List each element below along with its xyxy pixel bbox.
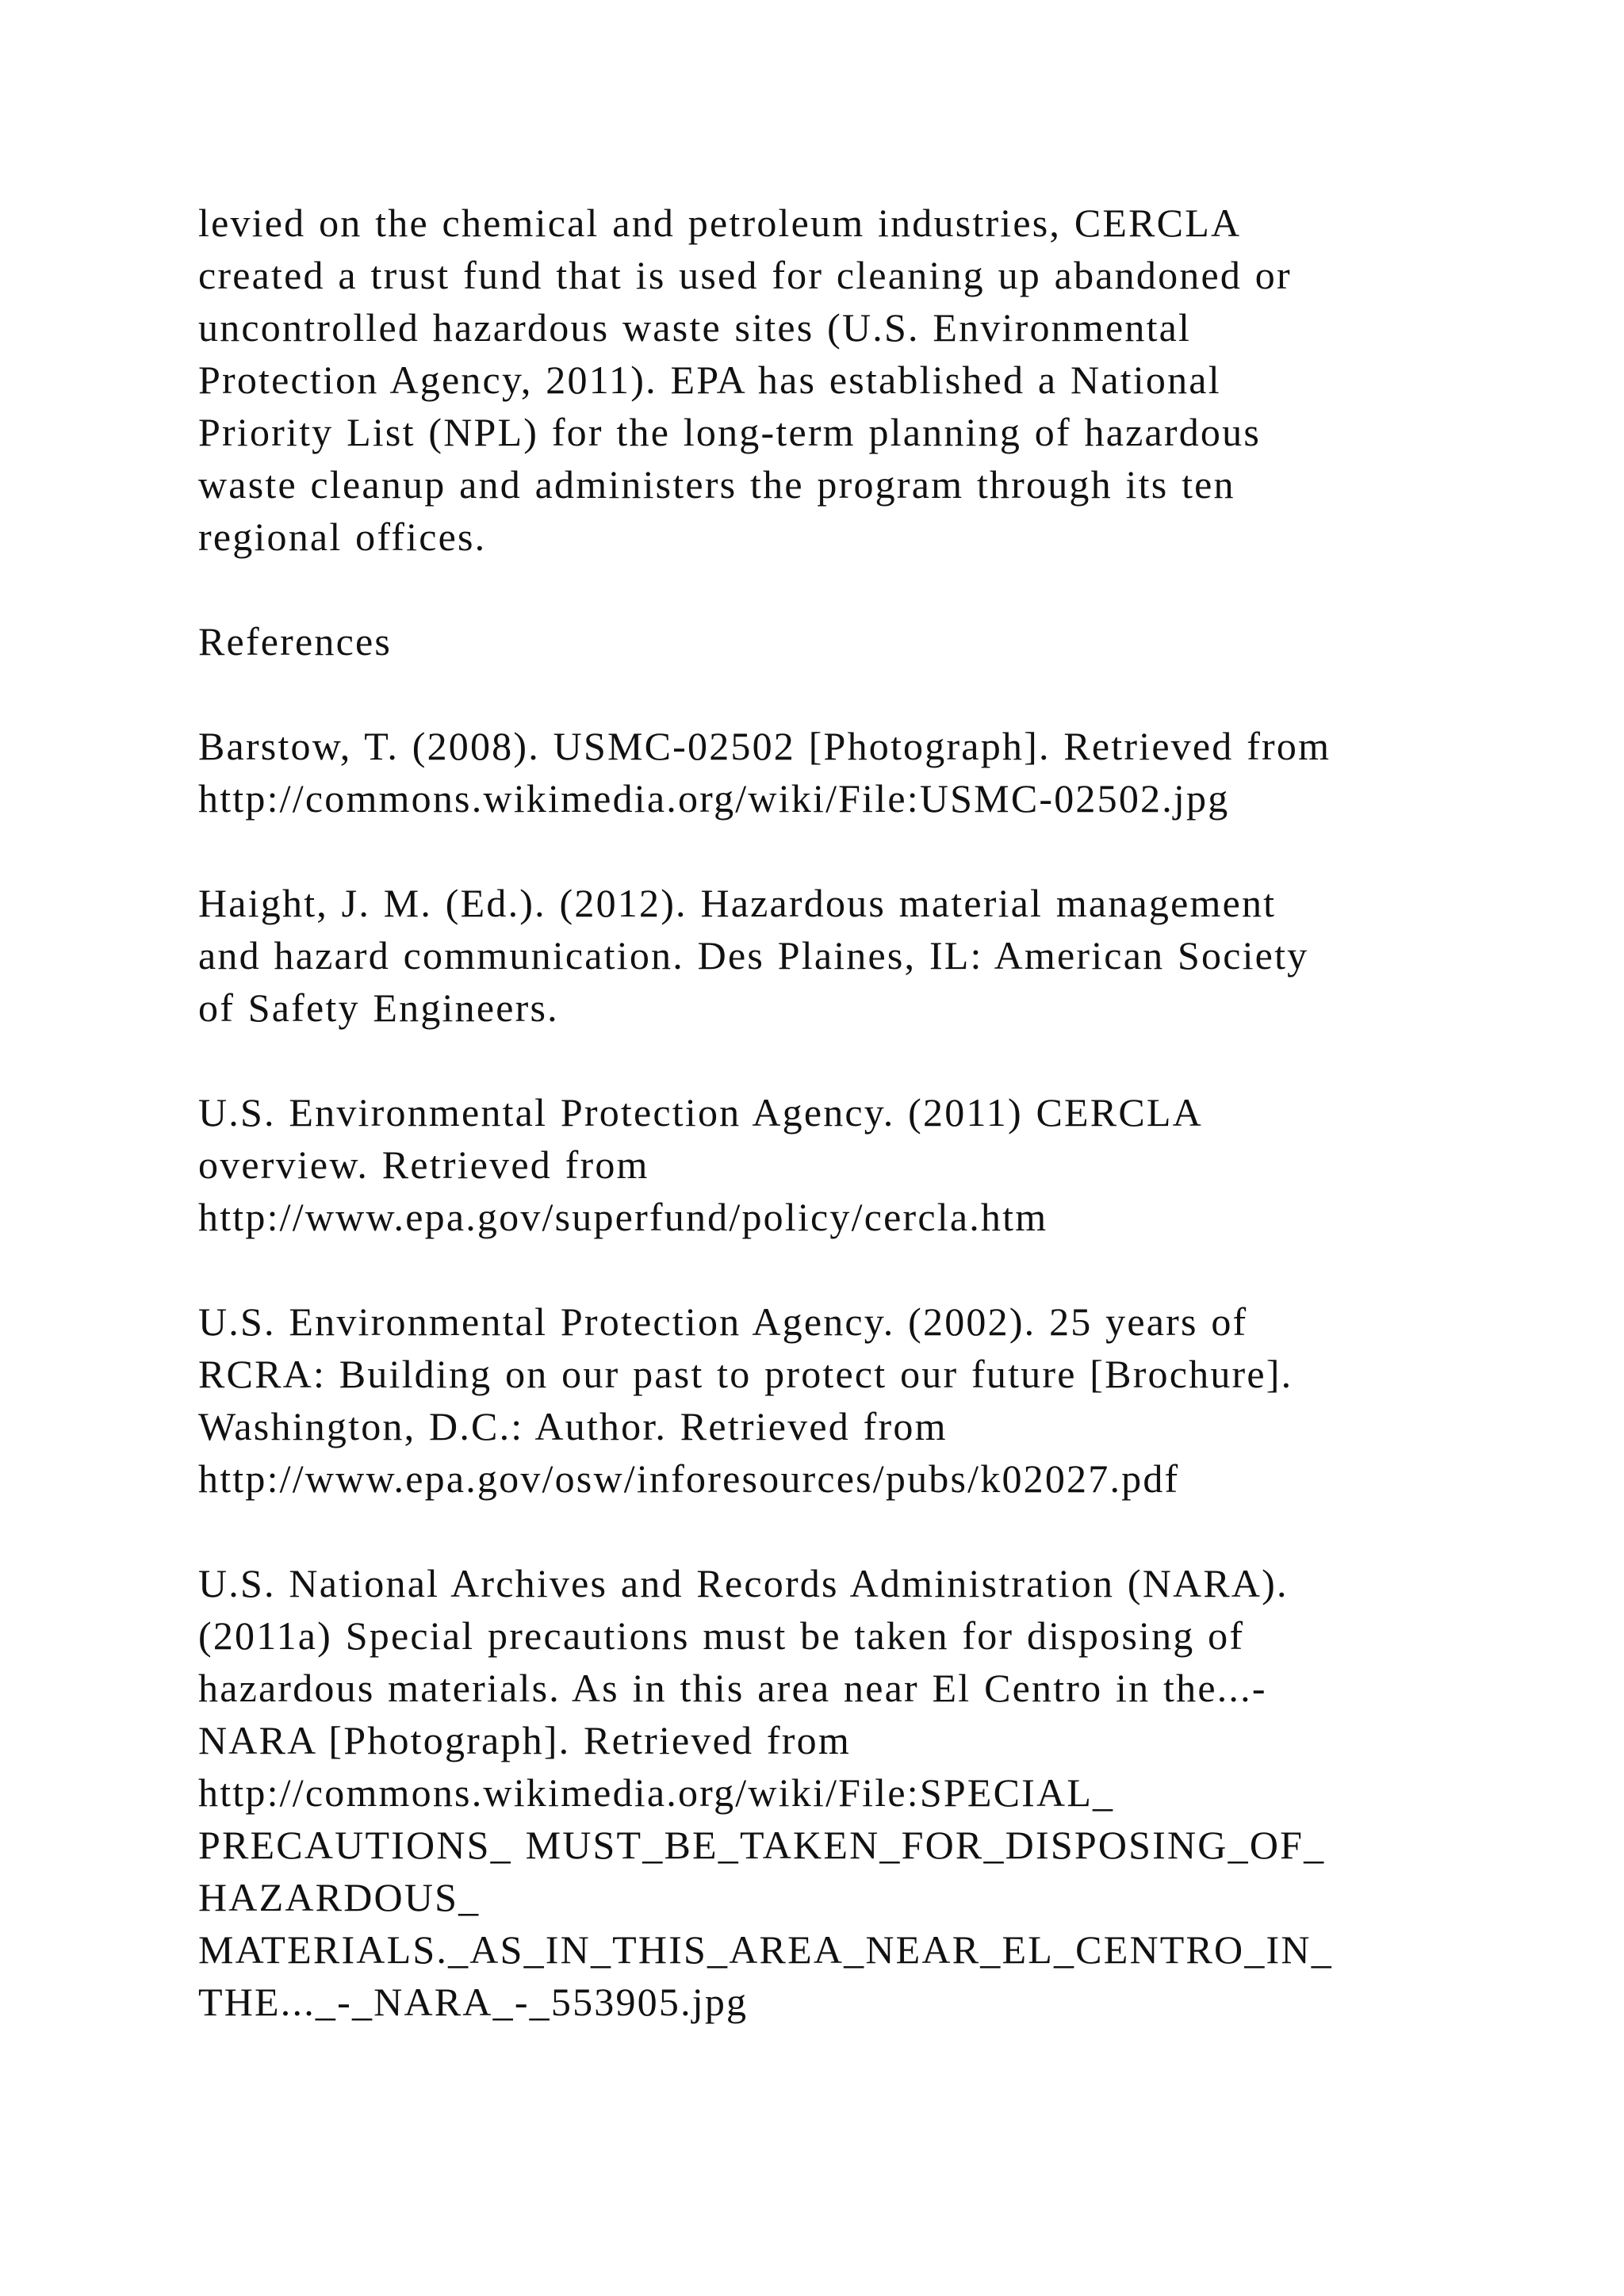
paragraph-line: levied on the chemical and petroleum industries, CERCLA bbox=[198, 201, 1242, 245]
reference-line: Barstow, T. (2008). USMC-02502 [Photograph]. Retrieved from bbox=[198, 724, 1331, 768]
reference-url: THE..._-_NARA_-_553905.jpg bbox=[198, 1980, 749, 2024]
blank-line bbox=[198, 1243, 1515, 1295]
reference-url: http://www.epa.gov/osw/inforesources/pubs/k02027.pdf bbox=[198, 1456, 1180, 1501]
reference-url: PRECAUTIONS_ MUST_BE_TAKEN_FOR_DISPOSING_OF_ bbox=[198, 1823, 1326, 1867]
reference-line: U.S. Environmental Protection Agency. (2002). 25 years of bbox=[198, 1299, 1248, 1344]
reference-entry-nara bbox=[198, 1557, 1515, 2028]
paragraph-line: uncontrolled hazardous waste sites (U.S. Environmental bbox=[198, 305, 1192, 350]
blank-line bbox=[198, 668, 1515, 720]
reference-line: of Safety Engineers. bbox=[198, 985, 559, 1030]
reference-url: http://commons.wikimedia.org/wiki/File:SPECIAL_ bbox=[198, 1770, 1115, 1815]
reference-entry-barstow bbox=[198, 720, 1515, 825]
blank-line bbox=[198, 1505, 1515, 1557]
paragraph-line: regional offices. bbox=[198, 515, 487, 559]
reference-url: http://commons.wikimedia.org/wiki/File:USMC-02502.jpg bbox=[198, 776, 1230, 821]
reference-line: overview. Retrieved from bbox=[198, 1142, 649, 1187]
paragraph-line: Protection Agency, 2011). EPA has established a National bbox=[198, 358, 1221, 402]
paragraph-line: waste cleanup and administers the program through its ten bbox=[198, 462, 1235, 507]
reference-line: RCRA: Building on our past to protect our future [Brochure]. bbox=[198, 1352, 1293, 1396]
reference-line: and hazard communication. Des Plaines, IL: American Society bbox=[198, 933, 1309, 978]
reference-line: U.S. National Archives and Records Administration (NARA). bbox=[198, 1561, 1289, 1605]
reference-line: hazardous materials. As in this area near El Centro in the...- bbox=[198, 1666, 1267, 1710]
reference-url: MATERIALS._AS_IN_THIS_AREA_NEAR_EL_CENTRO_IN_ bbox=[198, 1927, 1333, 1972]
reference-line: U.S. Environmental Protection Agency. (2011) CERCLA bbox=[198, 1090, 1203, 1135]
reference-line: NARA [Photograph]. Retrieved from bbox=[198, 1718, 851, 1762]
reference-url: http://www.epa.gov/superfund/policy/cercla.htm bbox=[198, 1195, 1048, 1239]
reference-entry-epa-2002 bbox=[198, 1295, 1515, 1505]
reference-url: HAZARDOUS_ bbox=[198, 1875, 481, 1919]
reference-line: (2011a) Special precautions must be taken for disposing of bbox=[198, 1613, 1245, 1658]
reference-line: Washington, D.C.: Author. Retrieved from bbox=[198, 1404, 948, 1448]
blank-line bbox=[198, 825, 1515, 877]
blank-line bbox=[198, 1034, 1515, 1086]
blank-line bbox=[198, 563, 1515, 615]
body-paragraph bbox=[198, 197, 1515, 563]
document-body bbox=[198, 197, 1515, 2028]
reference-entry-haight bbox=[198, 877, 1515, 1034]
reference-line: Haight, J. M. (Ed.). (2012). Hazardous material management bbox=[198, 881, 1277, 925]
paragraph-line: created a trust fund that is used for cleaning up abandoned or bbox=[198, 253, 1292, 297]
references-heading: References bbox=[198, 619, 393, 664]
paragraph-line: Priority List (NPL) for the long-term planning of hazardous bbox=[198, 410, 1261, 454]
reference-entry-epa-2011 bbox=[198, 1086, 1515, 1243]
